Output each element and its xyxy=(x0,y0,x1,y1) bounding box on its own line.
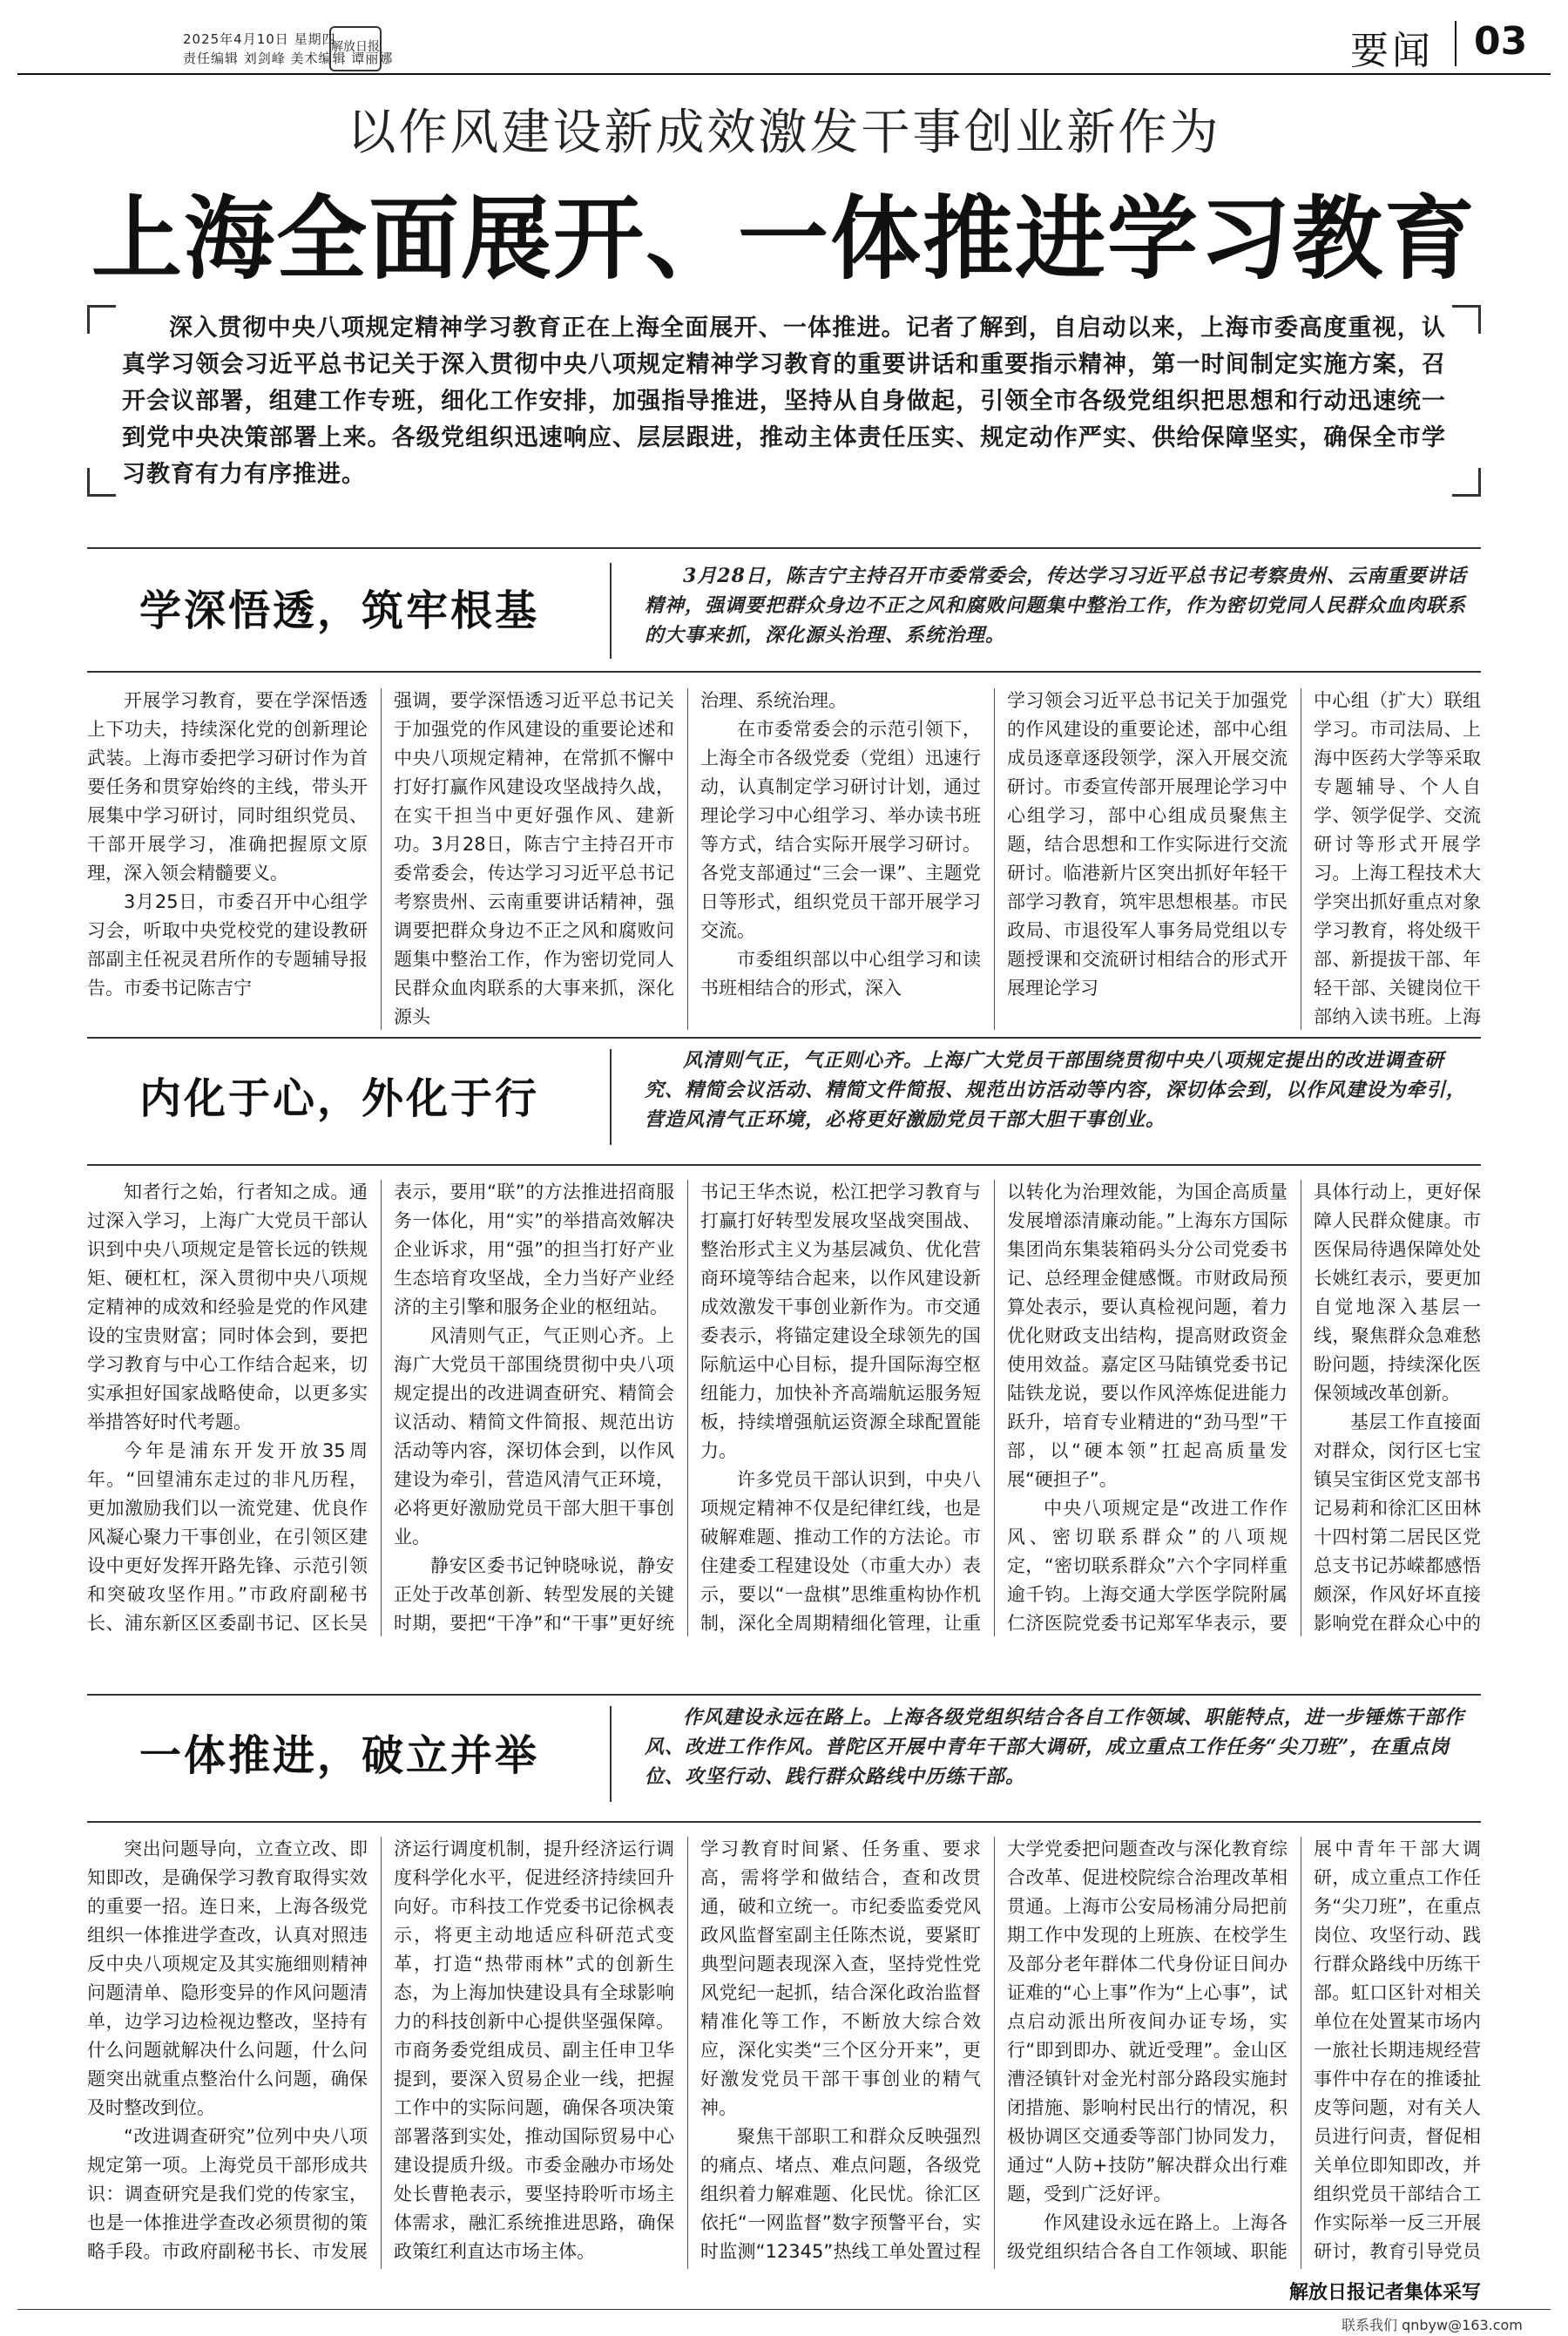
column xyxy=(87,687,368,1032)
main-headline: 上海全面展开、一体推进学习教育 xyxy=(91,186,1477,292)
page-number: 03 xyxy=(1474,19,1528,64)
paragraph: 市委组织部以中心组学习和读书班相结合的形式，深入 xyxy=(700,949,981,999)
column xyxy=(700,1835,981,2271)
column xyxy=(394,1835,674,2271)
column xyxy=(87,1835,368,2271)
section-name: 要闻 xyxy=(1350,29,1434,73)
paragraph: 强调，要学深悟透习近平总书记关于加强党的作风建设的重要论述和中央八项规定精神，在常抓不懈中打好打赢作风建设攻坚战持久战，在实干担当中更好强作风、建新功。3月28日，陈吉宁主持召开市委常委会，传达学习习近平总书记考察贵州、云南重要讲话精神，强调要把群众身边不正之风和腐败问题集中整治工作，作为密切党同人民群众血肉联系的大事来抓，深化源头 xyxy=(394,690,674,1027)
section-divider xyxy=(610,1049,612,1145)
column xyxy=(700,1178,981,1638)
paragraph: 书记王华杰说，松江把学习教育与打赢打好转型发展攻坚战突围战、整治形式主义为基层减负、优化营商环境等结合起来，以作风建设新成效激发干事创业新作为。市交通委表示，将锚定建设全球领先的国际航运中心目标，提升国际海空枢纽能力，加快补齐高端航运服务短板，持续增强航运资源全球配置能力。 xyxy=(700,1182,981,1461)
column-divider xyxy=(381,1180,382,1636)
paragraph: 许多党员干部认识到，中央八项规定精神不仅是纪律红线，也是破解难题、推动工作的方法论。市住建委工程建设处（市重大办）表示，要以“一盘棋”思维重构协作机制，深化全周期精细化管理，让重 xyxy=(700,1469,981,1634)
paragraph: 学习教育时间紧、任务重、要求高，需将学和做结合，查和改贯通，破和立统一。市纪委监委党风政风监督室副主任陈杰说，要紧盯典型问题表现深入查，坚持党性党风党纪一起抓，结合深化政治监督精准化等工作，不断放大综合效应，深化实类“三个区分开来”，更好激发党员干部干事创业的精气神。 xyxy=(700,1838,981,2118)
bracket-corner xyxy=(1452,305,1481,334)
paragraph: 展中青年干部大调研，成立重点工作任务“尖刀班”，在重点岗位、攻坚行动、践行群众路线中历练干部。虹口区针对相关单位在处置某市场内一旅社长期违规经营事件中存在的推诿扯皮等问题，对有关人员进行问责，督促相关单位即知即改，并组织党员干部结合工作实际举一反三开展研讨，教育引导党员 xyxy=(1314,1838,1481,2262)
bottom-rule xyxy=(17,2309,1551,2310)
paragraph: 今年是浦东开发开放35周年。“回望浦东走过的非凡历程，更加激励我们以一流党建、优良作风凝心聚力干事创业，在引领区建设中更好发挥开路先锋、示范引领和突破攻坚作用。”市政府副秘书长、浦东新区区委副书记、区长吴 xyxy=(87,1440,368,1634)
date-line: 2025年4月10日 星期四 xyxy=(183,31,336,47)
column xyxy=(1314,687,1481,1032)
paragraph: 作风建设永远在路上。上海各级党组织结合各自工作领域、职能 xyxy=(1007,2212,1288,2262)
section-intro-3: 作风建设永远在路上。上海各级党组织结合各自工作领域、职能特点，进一步锤炼干部作风、改进工作作风。普陀区开展中青年干部大调研，成立重点工作任务“尖刀班”，在重点岗位、攻坚行动、践行群众路线中历练干部。 xyxy=(645,1706,1465,1788)
section-intro-2: 风清则气正，气正则心齐。上海广大党员干部围绕贯彻中央八项规定提出的改进调查研究、精简会议活动、精简文件简报、规范出访活动等内容，深切体会到，以作风建设为牵引，营造风清气正环境，必将更好激励党员干部大胆干事创业。 xyxy=(645,1049,1467,1131)
byline: 解放日报记者集体采写 xyxy=(1288,2282,1481,2304)
column xyxy=(1007,1178,1288,1638)
paragraph: 以转化为治理效能，为国企高质量发展增添清廉动能。”上海东方国际集团尚东集装箱码头分公司党委书记、总经理金健感慨。市财政局预算处表示，要认真检视问题，着力优化财政支出结构，提高财政资金使用效益。嘉定区马陆镇党委书记陆铁龙说，要以作风淬炼促进能力跃升，培育专业精进的“劲马型”干部，以“硬本领”扛起高质量发展“硬担子”。 xyxy=(1007,1182,1288,1490)
column-divider xyxy=(687,688,688,1030)
paragraph: 学习领会习近平总书记关于加强党的作风建设的重要论述，部中心组成员逐章逐段领学，深入开展交流研讨。市委宣传部开展理论学习中心组学习，部中心组成员聚焦主题，结合思想和工作实际进行交流研讨。临港新片区突出抓好年轻干部学习教育，筑牢思想根基。市民政局、市退役军人事务局党组以专题授课和交流研讨相结合的形式开展理论学习 xyxy=(1007,690,1288,999)
column xyxy=(87,1178,368,1638)
paragraph: 治理、系统治理。 xyxy=(700,690,847,711)
paragraph xyxy=(394,2266,674,2271)
column xyxy=(394,687,674,1032)
column-divider xyxy=(994,1837,995,2269)
paragraph: 济运行调度机制，提升经济运行调度科学化水平，促进经济持续回升向好。市科技工作党委书记徐枫表示，将更主动地适应科研范式变革，打造“热带雨林”式的创新生态，为上海加快建设具有全球影响力的科技创新中心提供坚强保障。市商务委党组成员、副主任申卫华提到，要深入贸易企业一线，把握工作中的实际问题，确保各项决策部署落到实处，推动国际贸易中心建设提质升级。市委金融办市场处处长曹艳表示，要坚持聆听市场主体需求，融汇系统推进思路，确保政策红利直达市场主体。 xyxy=(394,1838,674,2262)
paragraph: 表示，要用“联”的方法推进招商服务一体化，用“实”的举措高效解决企业诉求，用“强”的担当打好产业生态培育攻坚战，全力当好产业经济的主引擎和服务企业的枢纽站。 xyxy=(394,1182,674,1317)
paragraph: 知者行之始，行者知之成。通过深入学习，上海广大党员干部认识到中央八项规定是管长远的铁规矩、硬杠杠，深入贯彻中央八项规定精神的成效和经验是党的作风建设的宝贵财富；同时体会到，要把学习教育与中心工作结合起来，切实承担好国家战略使命，以更多实举措答好时代考题。 xyxy=(87,1182,368,1432)
section-title-3: 一体推进，破立并举 xyxy=(139,1731,540,1780)
bracket-corner xyxy=(87,305,116,334)
paragraph: 在市委常委会的示范引领下，上海全市各级党委（党组）迅速行动，认真制定学习研讨计划，通过理论学习中心组学习、举办读书班等方式，结合实际开展学习研讨。各党支部通过“三会一课”、主题党日等形式，组织党员干部开展学习交流。 xyxy=(700,719,981,941)
section-title-2: 内化于心，外化于行 xyxy=(139,1074,540,1123)
section-intro-1: 3月28日，陈吉宁主持召开市委常委会，传达学习习近平总书记考察贵州、云南重要讲话精神，强调要把群众身边不正之风和腐败问题集中整治工作，作为密切党同人民群众血肉联系的大事来抓，深化源头治理、系统治理。 xyxy=(645,565,1467,647)
bracket-corner xyxy=(1452,468,1481,497)
column xyxy=(1314,1835,1481,2271)
paragraph: 开展学习教育，要在学深悟透上下功夫，持续深化党的创新理论武装。上海市委把学习研讨作为首要任务和贯穿始终的主线，带头开展集中学习研讨，同时组织党员、干部开展学习，准确把握原文原理，深入领会精髓要义。 xyxy=(87,690,368,884)
kicker-headline: 以作风建设新成效激发干事创业新作为 xyxy=(347,105,1221,161)
column-divider xyxy=(994,688,995,1030)
section-rule xyxy=(87,671,1481,673)
bracket-corner xyxy=(87,468,116,497)
section-rule xyxy=(87,1037,1481,1039)
top-rule xyxy=(17,73,1551,75)
paragraph: 大学党委把问题查改与深化教育综合改革、促进校院综合治理改革相贯通。上海市公安局杨浦分局把前期工作中发现的上班族、在校学生及部分老年群体二代身份证日间办证难的“心上事”作为“上心事”，试点启动派出所夜间办证专场，实行“即到即办、就近受理”。金山区漕泾镇针对金光村部分路段实施封闭措施、影响村民出行的情况，积极协调区交通委等部门协同发力，通过“人防+技防”解决群众出行难题，受到广泛好评。 xyxy=(1007,1838,1288,2204)
section-rule xyxy=(87,1164,1481,1166)
column xyxy=(1007,687,1288,1032)
column xyxy=(700,687,981,1032)
column xyxy=(1314,1178,1481,1638)
paragraph: 突出问题导向，立查立改、即知即改，是确保学习教育取得实效的重要一招。连日来，上海各级党组织一体推进学查改，认真对照违反中央八项规定及其实施细则精神问题清单、隐形变异的作风问题清单，边学习边检视边整改，坚持有什么问题就解决什么问题，什么问题突出就重点整治什么问题，确保及时整改到位。 xyxy=(87,1838,368,2118)
section-rule xyxy=(87,547,1481,549)
paragraph: “改进调查研究”位列中央八项规定第一项。上海党员干部形成共识：调查研究是我们党的传家宝，也是一体推进学查改必须贯彻的策略手段。市政府副秘书长、市发展 xyxy=(87,2126,368,2262)
column-divider xyxy=(687,1180,688,1636)
newspaper-logo: 解放日报 xyxy=(329,26,382,71)
column-divider xyxy=(994,1180,995,1636)
paragraph: 3月25日，市委召开中心组学习会，听取中央党校党的建设教研部副主任祝灵君所作的专题辅导报告。市委书记陈吉宁 xyxy=(87,891,368,999)
contact-line: 联系我们 qnbyw@163.com xyxy=(1342,2317,1523,2333)
column-divider xyxy=(687,1837,688,2269)
section-divider xyxy=(610,563,612,659)
masthead-divider xyxy=(1455,21,1456,66)
paragraph: 风清则气正，气正则心齐。上海广大党员干部围绕贯彻中央八项规定提出的改进调查研究、精简会议活动、精简文件简报、规范出访活动等内容，深切体会到，以作风建设为牵引，营造风清气正环境，必将更好激励党员干部大胆干事创业。 xyxy=(394,1325,674,1547)
paragraph: 中心组（扩大）联组学习。市司法局、上海中医药大学等采取专题辅导、个人自学、领学促学、交流研讨等形式开展学习。上海工程技术大学突出抓好重点对象学习教育，将处级干部、新提拔干部、年轻干部、关键岗位干部纳入读书班。上海 xyxy=(1314,690,1481,1027)
paragraph: 具体行动上，更好保障人民群众健康。市医保局待遇保障处处长姚红表示，要更加自觉地深入基层一线，聚焦群众急难愁盼问题，持续深化医保领域改革创新。 xyxy=(1314,1182,1481,1404)
section-rule xyxy=(87,1821,1481,1823)
lead-paragraph: 深入贯彻中央八项规定精神学习教育正在上海全面展开、一体推进。记者了解到，自启动以来，上海市委高度重视，认真学习领会习近平总书记关于深入贯彻中央八项规定精神学习教育的重要讲话和重要指示精神，第一时间制定实施方案，召开会议部署，组建工作专班，细化工作安排，加强指导推进，坚持从自身做起，引领全市各级党组织把思想和行动迅速统一到党中央决策部署上来。各级党组织迅速响应、层层跟进，推动主体责任压实、规定动作严实、供给保障坚实，确保全市学习教育有力有序推进。 xyxy=(122,315,1446,488)
column xyxy=(1007,1835,1288,2271)
section-title-1: 学深悟透，筑牢根基 xyxy=(139,586,540,635)
editor-line: 责任编辑 刘剑峰 美术编辑 谭丽娜 xyxy=(183,51,394,66)
paragraph: 聚焦干部职工和群众反映强烈的痛点、堵点、难点问题，各级党组织着力解难题、化民忧。徐汇区依托“一网监督”数字预警平台，实时监测“12345”热线工单处置过程 xyxy=(700,2126,981,2262)
column xyxy=(394,1178,674,1638)
section-rule xyxy=(87,1694,1481,1696)
section-divider xyxy=(610,1706,612,1802)
lead-box xyxy=(87,305,1481,497)
paragraph: 静安区委书记钟晓咏说，静安正处于改革创新、转型发展的关键时期，要把“干净”和“干事”更好统 xyxy=(394,1555,674,1634)
paragraph: 中央八项规定是“改进工作作风、密切联系群众”的八项规定，“密切联系群众”六个字同样重逾千钧。上海交通大学医学院附属仁济医院党委书记郑军华表示，要 xyxy=(1007,1498,1288,1634)
column-divider xyxy=(381,1837,382,2269)
paragraph: 基层工作直接面对群众，闵行区七宝镇吴宝街区党支部书记易莉和徐汇区田林十四村第二居民区党总支书记苏嵘都感悟颇深，作风好坏直接影响党在群众心中的 xyxy=(1314,1412,1481,1634)
column-divider xyxy=(381,688,382,1030)
